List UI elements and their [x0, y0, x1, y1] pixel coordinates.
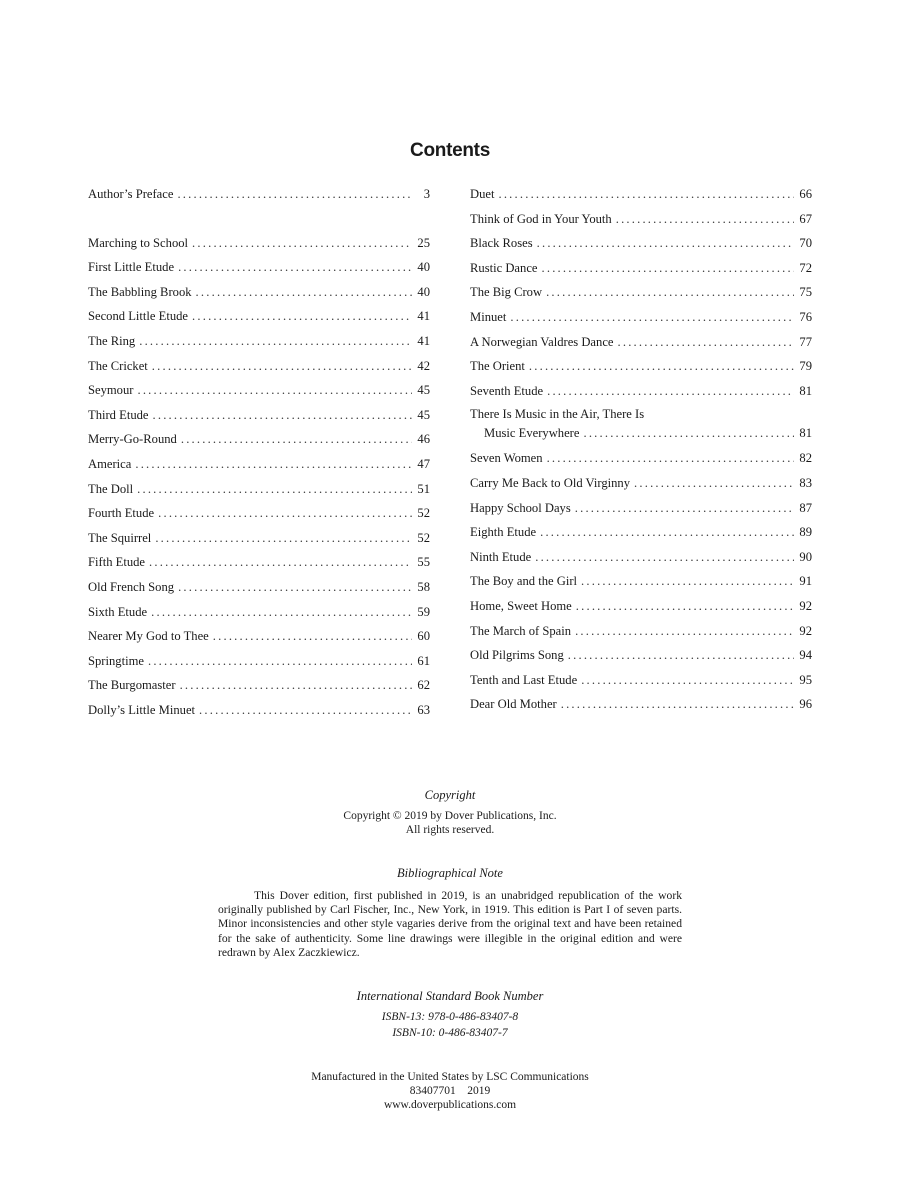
- toc-entry-page: 61: [417, 653, 430, 668]
- dot-leader: [581, 571, 794, 591]
- dot-leader: [575, 621, 794, 641]
- toc-entry-title: The Burgomaster: [88, 678, 176, 693]
- toc-entry[interactable]: [88, 429, 430, 454]
- toc-entry-page: 91: [799, 574, 812, 589]
- toc-entry-title: The Cricket: [88, 358, 148, 373]
- isbn-10: ISBN-10: 0-486-83407-7: [392, 1027, 508, 1039]
- dot-leader: [547, 448, 794, 468]
- dot-leader: [581, 670, 794, 690]
- toc-entry[interactable]: [88, 356, 430, 381]
- dot-leader: [561, 694, 794, 714]
- toc-entry[interactable]: [88, 626, 430, 651]
- dot-leader: [529, 356, 794, 376]
- toc-entry-page: 92: [799, 623, 812, 638]
- toc-entry-title: The Orient: [470, 359, 525, 374]
- toc-entry-title: Black Roses: [470, 236, 533, 251]
- isbn-13: ISBN-13: 978-0-486-83407-8: [381, 1011, 519, 1023]
- toc-entry-page: 40: [417, 260, 430, 275]
- toc-entry[interactable]: [88, 257, 430, 282]
- toc-entry-page: 67: [799, 211, 812, 226]
- toc-entry-page: 81: [799, 426, 812, 441]
- toc-entry[interactable]: [88, 233, 430, 258]
- contents-left-column: [88, 184, 430, 724]
- dot-leader: [135, 454, 412, 474]
- toc-entry[interactable]: [88, 380, 430, 405]
- toc-entry-page: 63: [417, 702, 430, 717]
- rights-line: All rights reserved.: [405, 824, 495, 836]
- copyright-heading: Copyright: [424, 788, 476, 802]
- toc-entry-title: Sixth Etude: [88, 604, 148, 619]
- toc-entry-page: 40: [417, 284, 430, 299]
- bibliographical-note-text: This Dover edition, first published in 2019, is an unabridged republication of the work originally published by Carl Fischer, Inc., New York, in 1919. This edition is Part I of seven parts. Minor inconsistencies and other style vagaries derive from the original text and have been retained for the sake of authenticity. Some line drawings were illegible in the original edition and were redrawn by Alex Zaczkiewicz.: [218, 889, 682, 959]
- toc-entry-page: 52: [417, 506, 430, 521]
- toc-entry-page: 58: [417, 579, 430, 594]
- toc-entry-title: Marching to School: [88, 235, 189, 250]
- dot-leader: [149, 552, 412, 572]
- toc-entry[interactable]: [88, 675, 430, 700]
- toc-entry-page: 90: [799, 549, 812, 564]
- toc-entry[interactable]: [470, 307, 812, 332]
- toc-entry[interactable]: [88, 503, 430, 528]
- toc-entry-page: 42: [417, 358, 430, 373]
- toc-entry[interactable]: [88, 306, 430, 331]
- toc-entry-title: Minuet: [470, 309, 507, 324]
- toc-entry[interactable]: [88, 184, 430, 209]
- toc-entry[interactable]: [470, 209, 812, 234]
- toc-entry-page: 83: [799, 475, 812, 490]
- toc-entry-page: 47: [417, 456, 430, 471]
- toc-entry-title: Merry-Go-Round: [88, 432, 177, 447]
- toc-entry[interactable]: [470, 694, 812, 719]
- contents-right-column: [470, 184, 812, 719]
- toc-entry-title: The Doll: [88, 481, 134, 496]
- dot-leader: [498, 184, 794, 204]
- toc-entry-page: 75: [799, 285, 812, 300]
- dot-leader: [192, 306, 412, 326]
- toc-entry[interactable]: [470, 282, 812, 307]
- toc-entry[interactable]: [88, 552, 430, 577]
- dot-leader: [576, 596, 794, 616]
- toc-entry[interactable]: [470, 473, 812, 498]
- toc-entry[interactable]: [88, 528, 430, 553]
- toc-entry-page: 92: [799, 598, 812, 613]
- toc-entry-title: Seven Women: [470, 451, 543, 466]
- dot-leader: [547, 381, 794, 401]
- toc-entry-title: Dolly’s Little Minuet: [88, 702, 196, 717]
- toc-entry-page: 77: [799, 334, 812, 349]
- toc-entry-page: 79: [799, 359, 812, 374]
- toc-entry-title: The Squirrel: [88, 530, 152, 545]
- toc-entry-title: Fourth Etude: [88, 506, 155, 521]
- toc-entry[interactable]: [470, 621, 812, 646]
- toc-entry-title: Rustic Dance: [470, 260, 538, 275]
- toc-entry-page: 96: [799, 697, 812, 712]
- toc-entry[interactable]: [470, 571, 812, 596]
- toc-entry-page: 66: [799, 187, 812, 201]
- toc-entry[interactable]: [470, 522, 812, 547]
- toc-entry[interactable]: [470, 356, 812, 381]
- toc-entry-title: Springtime: [88, 653, 144, 668]
- dot-leader: [568, 645, 794, 665]
- toc-entry-page: 94: [799, 648, 812, 663]
- toc-entry-title: The Boy and the Girl: [470, 574, 578, 589]
- dot-leader: [535, 547, 794, 567]
- toc-entry[interactable]: [470, 258, 812, 283]
- toc-entry-title: Old French Song: [88, 579, 175, 594]
- toc-entry-page: 51: [417, 481, 430, 496]
- toc-entry[interactable]: [88, 577, 430, 602]
- toc-entry-title: America: [88, 456, 132, 471]
- toc-entry-title: The Ring: [88, 333, 136, 348]
- toc-entry-page: 89: [799, 525, 812, 540]
- dot-leader: [178, 577, 412, 597]
- toc-entry-title: Eighth Etude: [470, 525, 537, 540]
- toc-entry-title: Ninth Etude: [470, 549, 532, 564]
- page-title: Contents: [410, 140, 490, 161]
- dot-leader: [199, 700, 412, 720]
- toc-entry-title: Duet: [470, 187, 495, 201]
- toc-entry-page: 59: [417, 604, 430, 619]
- toc-entry-title: First Little Etude: [88, 260, 175, 275]
- catalog-number: 83407701 2019: [409, 1085, 491, 1097]
- dot-leader: [634, 473, 794, 493]
- dot-leader: [542, 258, 795, 278]
- dot-leader: [192, 233, 412, 253]
- toc-entry-title: Third Etude: [88, 407, 149, 422]
- website-link[interactable]: www.doverpublications.com: [383, 1099, 517, 1111]
- toc-entry-page: 25: [417, 235, 430, 250]
- dot-leader: [158, 503, 412, 523]
- copyright-line: Copyright © 2019 by Dover Publications, Inc.: [343, 810, 557, 822]
- toc-entry-page: 82: [799, 451, 812, 466]
- toc-entry[interactable]: [470, 448, 812, 473]
- toc-entry[interactable]: [470, 405, 812, 448]
- toc-entry-page: 52: [417, 530, 430, 545]
- manufacture-line: Manufactured in the United States by LSC Communications: [311, 1071, 589, 1083]
- toc-entry[interactable]: [470, 596, 812, 621]
- toc-entry-title: There Is Music in the Air, There Is: [470, 407, 645, 422]
- toc-entry-page: 60: [417, 629, 430, 644]
- toc-entry[interactable]: [470, 645, 812, 670]
- dot-leader: [540, 522, 794, 542]
- toc-entry-title: Nearer My God to Thee: [88, 629, 209, 644]
- toc-entry-page: 87: [799, 500, 812, 515]
- dot-leader: [177, 184, 412, 204]
- dot-leader: [537, 233, 794, 253]
- dot-leader: [575, 498, 794, 518]
- toc-entry-title: The Babbling Brook: [88, 284, 192, 299]
- toc-entry[interactable]: [470, 381, 812, 406]
- bibliographical-note-heading: Bibliographical Note: [397, 866, 503, 880]
- toc-entry-page: 45: [417, 383, 430, 398]
- toc-entry-title: Think of God in Your Youth: [470, 211, 612, 226]
- toc-entry-page: 95: [799, 672, 812, 687]
- toc-entry-title: The March of Spain: [470, 623, 572, 638]
- toc-entry-page: 81: [799, 383, 812, 398]
- toc-entry-page: 55: [417, 555, 430, 570]
- toc-entry-page: 76: [799, 309, 812, 324]
- toc-entry[interactable]: [88, 602, 430, 627]
- toc-entry-title: Seventh Etude: [470, 383, 544, 398]
- toc-entry-page: 72: [799, 260, 812, 275]
- toc-entry[interactable]: [88, 479, 430, 504]
- toc-entry-title: Home, Sweet Home: [470, 598, 572, 613]
- toc-entry-title: Author’s Preface: [88, 187, 174, 201]
- toc-entry-title: Dear Old Mother: [470, 697, 557, 712]
- toc-entry[interactable]: [88, 454, 430, 479]
- toc-entry-title: Carry Me Back to Old Virginny: [470, 475, 631, 490]
- dot-leader: [196, 282, 412, 302]
- dot-leader: [546, 282, 794, 302]
- toc-entry-page: 41: [417, 309, 430, 324]
- toc-entry-page: 41: [417, 333, 430, 348]
- toc-entry[interactable]: [470, 498, 812, 523]
- toc-entry[interactable]: [470, 547, 812, 572]
- dot-leader: [153, 405, 412, 425]
- toc-entry-title: Old Pilgrims Song: [470, 648, 564, 663]
- toc-entry[interactable]: [88, 651, 430, 676]
- toc-entry[interactable]: [470, 184, 812, 209]
- toc-entry[interactable]: [470, 233, 812, 258]
- dot-leader: [148, 651, 412, 671]
- toc-entry-title: Happy School Days: [470, 500, 571, 515]
- toc-entry[interactable]: [88, 700, 430, 725]
- dot-leader: [616, 209, 794, 229]
- toc-entry-title: Seymour: [88, 383, 134, 398]
- toc-entry-page: 62: [417, 678, 430, 693]
- toc-entry[interactable]: [88, 405, 430, 430]
- toc-entry-title-continued: Music Everywhere: [484, 426, 580, 441]
- dot-leader: [137, 479, 412, 499]
- toc-entry-page: 70: [799, 236, 812, 251]
- toc-entry[interactable]: [88, 282, 430, 307]
- dot-leader: [139, 331, 412, 351]
- dot-leader: [510, 307, 794, 327]
- dot-leader: [178, 257, 412, 277]
- toc-entry-title: The Big Crow: [470, 285, 543, 300]
- isbn-heading: International Standard Book Number: [356, 989, 544, 1003]
- dot-leader: [618, 332, 795, 352]
- dot-leader: [180, 675, 412, 695]
- toc-entry-title: Second Little Etude: [88, 309, 189, 324]
- toc-entry-title: Tenth and Last Etude: [470, 672, 578, 687]
- toc-entry-title: Fifth Etude: [88, 555, 146, 570]
- toc-entry[interactable]: [470, 332, 812, 357]
- dot-leader: [213, 626, 412, 646]
- toc-entry[interactable]: [88, 331, 430, 356]
- toc-entry-page: 46: [417, 432, 430, 447]
- dot-leader: [583, 423, 794, 443]
- toc-entry[interactable]: [470, 670, 812, 695]
- dot-leader: [152, 356, 412, 376]
- dot-leader: [181, 429, 412, 449]
- toc-entry-title: A Norwegian Valdres Dance: [470, 334, 614, 349]
- toc-entry-page: 45: [417, 407, 430, 422]
- toc-entry-page: 3: [423, 187, 430, 201]
- dot-leader: [151, 602, 412, 622]
- dot-leader: [137, 380, 412, 400]
- dot-leader: [155, 528, 412, 548]
